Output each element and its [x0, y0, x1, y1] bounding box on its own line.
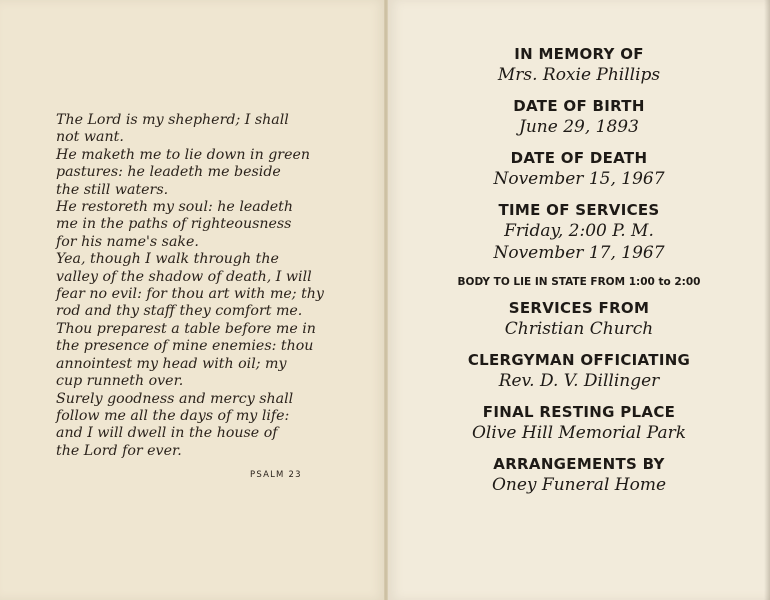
arrangements-by: Oney Funeral Home [491, 475, 667, 495]
memorial-info [388, 44, 770, 496]
birth-section [388, 96, 770, 138]
psalm-line: fear no evil: for thou art with me; thy [56, 286, 324, 303]
psalm-line: not want. [56, 129, 124, 146]
services-from-heading: SERVICES FROM [508, 299, 650, 317]
psalm-line: for his name's sake. [56, 233, 199, 250]
death-heading: DATE OF DEATH [510, 149, 648, 167]
psalm-line: Yea, though I walk through the [56, 251, 279, 268]
clergyman-name: Rev. D. V. Dillinger [498, 371, 660, 391]
resting-heading: FINAL RESTING PLACE [482, 403, 676, 421]
resting-place: Olive Hill Memorial Park [471, 423, 687, 443]
clergyman-heading: CLERGYMAN OFFICIATING [467, 351, 691, 369]
psalm-line: He restoreth my soul: he leadeth [56, 199, 294, 216]
psalm-line: follow me all the days of my life: [56, 407, 290, 424]
psalm-line: Surely goodness and mercy shall [56, 390, 294, 407]
lie-in-state: BODY TO LIE IN STATE FROM 1:00 to 2:00 [457, 276, 701, 288]
clergyman-section [388, 350, 770, 392]
services-time-heading: TIME OF SERVICES [498, 201, 660, 219]
services-time: Friday, 2:00 P. M. [504, 221, 654, 241]
resting-section [388, 402, 770, 444]
memory-section [388, 44, 770, 86]
psalm-line: rod and thy staff they comfort me. [56, 303, 303, 320]
psalm-line: cup runneth over. [56, 373, 184, 390]
services-date: November 17, 1967 [493, 243, 665, 263]
death-section [388, 148, 770, 190]
psalm-line: the still waters. [56, 181, 169, 198]
psalm-line: Thou preparest a table before me in [56, 320, 316, 337]
psalm-line: He maketh me to lie down in green [56, 146, 311, 163]
arrangements-heading: ARRANGEMENTS BY [493, 455, 665, 473]
psalm-line: the presence of mine enemies: thou [56, 338, 314, 355]
psalm-reference: PSALM 23 [250, 470, 302, 480]
psalm-line: annointest my head with oil; my [56, 355, 287, 372]
psalm-line: valley of the shadow of death, I will [56, 268, 312, 285]
psalm-line: me in the paths of righteousness [56, 216, 292, 233]
deceased-name: Mrs. Roxie Phillips [497, 65, 661, 85]
psalm-text [56, 112, 356, 460]
memory-heading: IN MEMORY OF [514, 45, 644, 63]
death-date: November 15, 1967 [493, 169, 665, 189]
birth-date: June 29, 1893 [519, 117, 639, 137]
psalm-line: the Lord for ever. [56, 442, 182, 459]
services-from: Christian Church [504, 319, 654, 339]
services-time-section [388, 200, 770, 264]
psalm-line: pastures: he leadeth me beside [56, 164, 281, 181]
arrangements-section [388, 454, 770, 496]
psalm-line: and I will dwell in the house of [56, 425, 278, 442]
lie-in-state-section [388, 274, 770, 290]
birth-heading: DATE OF BIRTH [513, 97, 645, 115]
services-from-section [388, 298, 770, 340]
psalm-line: The Lord is my shepherd; I shall [56, 112, 289, 128]
